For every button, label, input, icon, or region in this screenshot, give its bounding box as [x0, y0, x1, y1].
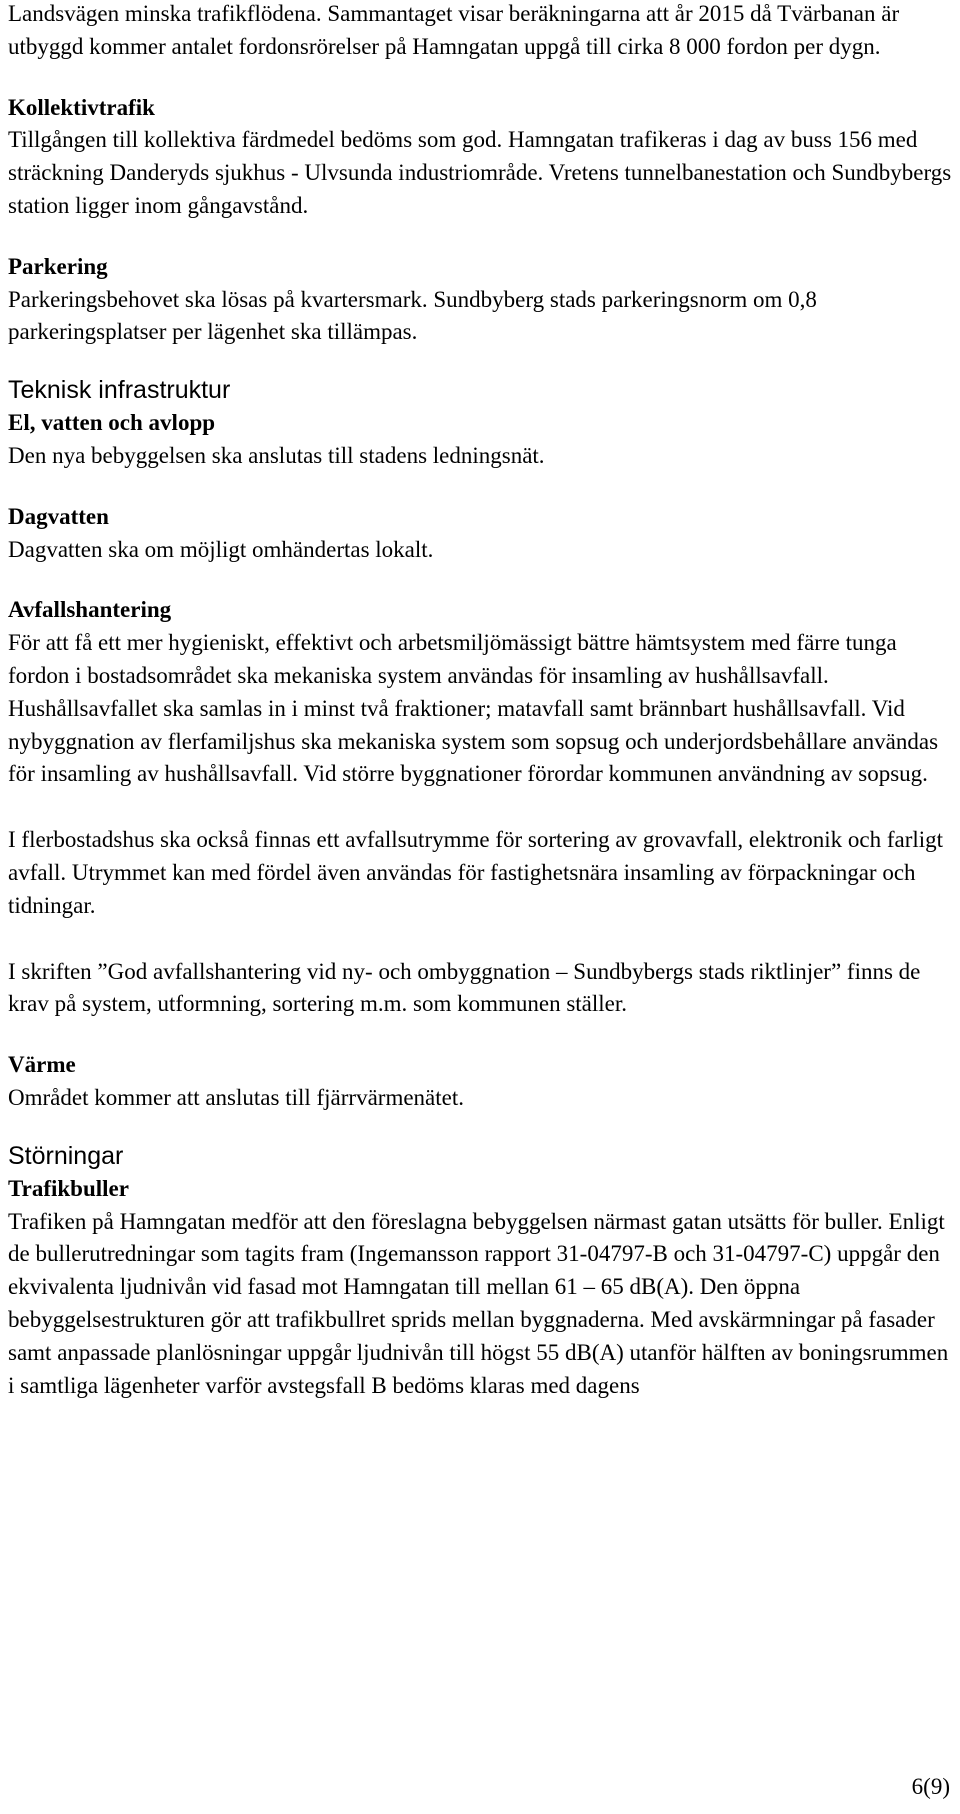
page-number: 6(9)	[911, 1774, 950, 1799]
avfallshantering-paragraph-2: I flerbostadshus ska också finnas ett avfallsutrymme för sortering av grovavfall, elektronik och farligt avfall. Utrymmet kan med fördel även användas för fastighetsnära insamling av förpackningar och tidningar.	[8, 827, 944, 918]
avfallshantering-paragraph-1: För att få ett mer hygieniskt, effektivt och arbetsmiljömässigt bättre hämtsystem med färre tunga fordon i bostadsområdet ska mekaniska system användas för insamling av hushållsavfall. Hushållsavfallet ska samlas in i minst två fraktioner; matavfall samt brännbart hushållsavfall. Vid nybyggnation av flerfamiljshus ska mekaniska system som sopsug och underjordsbehållare användas för insamling av hushållsavfall. Vid större byggnationer förordar kommunen användning av sopsug.	[8, 630, 939, 787]
intro-paragraph: Landsvägen minska trafikflödena. Sammantaget visar beräkningarna att år 2015 då Tvärbanan är utbyggd kommer antalet fordonsrörelser på Hamngatan uppgå till cirka 8 000 fordon per dygn.	[8, 1, 900, 59]
kollektivtrafik-heading: Kollektivtrafik	[8, 94, 155, 120]
trafikbuller-text: Trafiken på Hamngatan medför att den föreslagna bebyggelsen närmast gatan utsätts för buller. Enligt de bullerutredningar som tagits fram (Ingemansson rapport 31-04797-B och 31-04797-C) uppgår den ekvivalenta ljudnivån vid fasad mot Hamngatan till mellan 61 – 65 dB(A). Den öppna bebyggelsestrukturen gör att trafikbullret sprids mellan byggnaderna. Med avskärmningar på fasader samt anpassade planlösningar uppgår ljudnivån till högst 55 dB(A) utanför hälften av boningsrummen i samtliga lägenheter varför avstegsfall B bedöms klaras med dagens	[8, 1208, 949, 1398]
avfallshantering-paragraph-3: I skriften ”God avfallshantering vid ny- och ombyggnation – Sundbybergs stads riktlinjer” finns de krav på system, utformning, sortering m.m. som kommunen ställer.	[8, 958, 921, 1017]
teknisk-infrastruktur-heading: Teknisk infrastruktur	[8, 376, 231, 405]
parkering-text: Parkeringsbehovet ska lösas på kvartersmark. Sundbyberg stads parkeringsnorm om 0,8 parkeringsplatser per lägenhet ska tillämpas.	[8, 286, 817, 345]
avfallshantering-heading: Avfallshantering	[8, 597, 172, 623]
document-body	[8, 0, 954, 1402]
el-vatten-avlopp-heading: El, vatten och avlopp	[8, 410, 216, 436]
dagvatten-text: Dagvatten ska om möjligt omhändertas lokalt.	[8, 536, 434, 562]
kollektivtrafik-text: Tillgången till kollektiva färdmedel bedöms som god. Hamngatan trafikeras i dag av buss 156 med sträckning Danderyds sjukhus - Ulvsunda industriområde. Vretens tunnelbanestation och Sundbybergs station ligger inom gångavstånd.	[8, 127, 952, 218]
dagvatten-heading: Dagvatten	[8, 503, 109, 529]
storningar-heading: Störningar	[8, 1141, 124, 1170]
varme-text: Området kommer att anslutas till fjärrvärmenätet.	[8, 1084, 465, 1110]
parkering-heading: Parkering	[8, 253, 108, 279]
varme-heading: Värme	[8, 1052, 76, 1078]
el-vatten-avlopp-text: Den nya bebyggelsen ska anslutas till stadens ledningsnät.	[8, 442, 545, 468]
trafikbuller-heading: Trafikbuller	[8, 1175, 129, 1201]
